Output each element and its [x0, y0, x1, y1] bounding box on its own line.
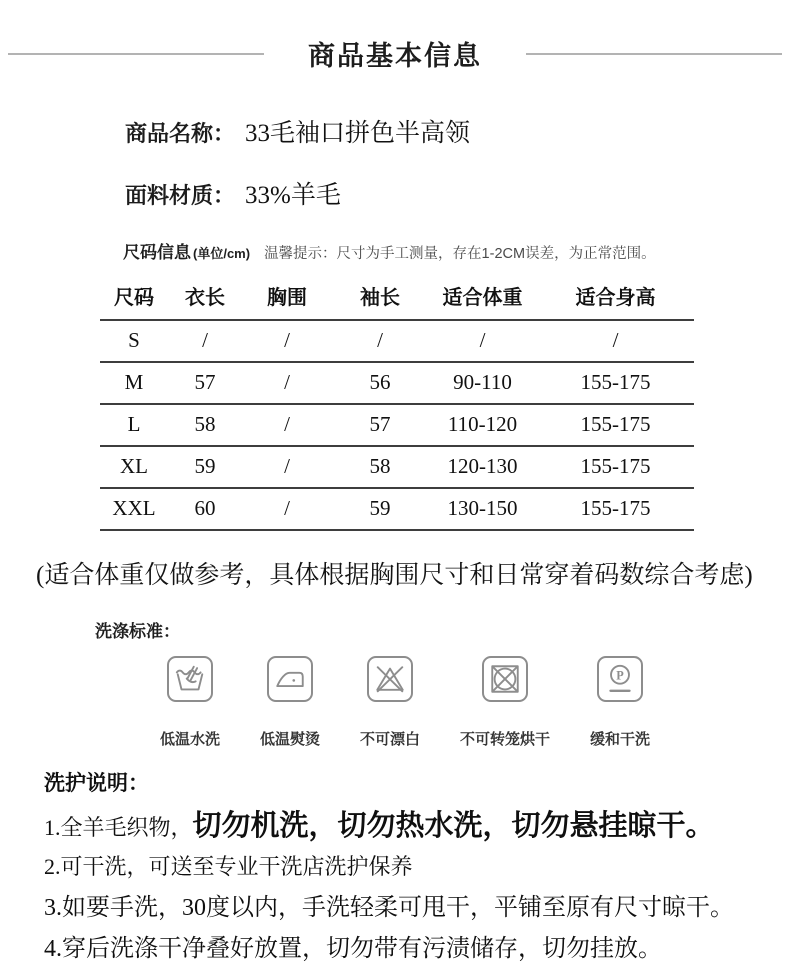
table-cell: / [168, 320, 242, 362]
no-bleach-icon [367, 656, 413, 702]
care-line-2: 2.可干洗，可送至专业干洗店洗护保养 [44, 854, 413, 879]
table-cell: 58 [332, 446, 428, 488]
care-heading: 洗护说明： [44, 771, 149, 795]
table-row [100, 446, 694, 488]
size-table-header-cell: 衣长 [168, 277, 242, 320]
size-table-header-cell: 尺码 [100, 277, 168, 320]
size-measure-tip: 温馨提示：尺寸为手工测量，存在1-2CM误差，为正常范围。 [264, 246, 656, 262]
svg-text:P: P [616, 668, 624, 683]
size-table-header-cell: 适合身高 [537, 277, 694, 320]
table-cell: / [242, 320, 332, 362]
iron-low-temp-icon [267, 656, 313, 702]
table-cell: M [100, 362, 168, 404]
product-name-row [125, 113, 790, 149]
table-cell: 155-175 [537, 404, 694, 446]
table-cell: 110-120 [428, 404, 537, 446]
table-cell: 155-175 [537, 362, 694, 404]
gentle-dry-clean-icon [597, 656, 643, 702]
washing-standard-label: 洗涤标准： [95, 622, 180, 641]
table-cell: 58 [168, 404, 242, 446]
size-info-row [123, 238, 790, 263]
page-title: 商品基本信息 [308, 41, 482, 71]
hand-wash-low-temp-icon [167, 656, 213, 702]
size-table-header-row [100, 277, 694, 320]
weight-reference-note: (适合体重仅做参考，具体根据胸围尺寸和日常穿着码数综合考虑) [36, 562, 753, 589]
care-line-3: 3.如要手洗，30度以内，手洗轻柔可甩干，平铺至原有尺寸晾干。 [44, 895, 734, 921]
material-label: 面料材质： [125, 183, 236, 208]
material-row [125, 175, 790, 211]
table-cell: 59 [168, 446, 242, 488]
table-cell: / [428, 320, 537, 362]
table-cell: 60 [168, 488, 242, 530]
size-info-label: 尺码信息 [123, 243, 191, 262]
table-cell: XL [100, 446, 168, 488]
size-table [100, 277, 694, 531]
size-table-header-cell: 袖长 [332, 277, 428, 320]
wash-item-label: 缓和干洗 [589, 731, 650, 748]
table-row [100, 320, 694, 362]
table-cell: XXL [100, 488, 168, 530]
table-cell: 155-175 [537, 446, 694, 488]
wash-item-label: 不可转笼烘干 [459, 731, 550, 748]
table-cell: / [242, 404, 332, 446]
table-cell: / [242, 446, 332, 488]
care-line-4: 4.穿后洗涤干净叠好放置，切勿带有污渍储存，切勿挂放。 [44, 936, 662, 962]
table-row [100, 362, 694, 404]
table-cell: / [332, 320, 428, 362]
care-instructions-section [44, 767, 790, 963]
title-divider-right [526, 53, 782, 55]
table-cell: 120-130 [428, 446, 537, 488]
table-cell: / [537, 320, 694, 362]
product-name-label: 商品名称： [125, 121, 236, 146]
table-cell: 155-175 [537, 488, 694, 530]
table-cell: 59 [332, 488, 428, 530]
wash-item-label: 低温水洗 [160, 731, 221, 748]
material-value: 33%羊毛 [245, 182, 341, 209]
wash-item [360, 656, 420, 749]
table-cell: 57 [332, 404, 428, 446]
wash-item [460, 656, 550, 749]
table-cell: S [100, 320, 168, 362]
wash-item [590, 656, 650, 749]
wash-item [260, 656, 320, 749]
table-cell: L [100, 404, 168, 446]
size-unit-label: (单位/cm) [193, 246, 251, 261]
title-divider-left [8, 53, 264, 55]
care-line-1 [44, 803, 790, 844]
table-cell: 56 [332, 362, 428, 404]
size-table-header-cell: 适合体重 [428, 277, 537, 320]
table-cell: / [242, 362, 332, 404]
table-row [100, 404, 694, 446]
care-line-1-emphasis: 切勿机洗，切勿热水洗，切勿悬挂晾干。 [192, 810, 715, 842]
wash-item-label: 不可漂白 [359, 731, 420, 748]
care-line-1-prefix: 1.全羊毛织物， [44, 815, 193, 840]
table-cell: 130-150 [428, 488, 537, 530]
table-cell: 90-110 [428, 362, 537, 404]
wash-item [160, 656, 220, 749]
table-row [100, 488, 694, 530]
no-tumble-dry-icon [482, 656, 528, 702]
washing-icons-row [160, 656, 650, 749]
table-cell: 57 [168, 362, 242, 404]
section-header [0, 0, 790, 73]
product-name-value: 33毛袖口拼色半高领 [245, 120, 471, 147]
wash-item-label: 低温熨烫 [259, 731, 320, 748]
size-table-header-cell: 胸围 [242, 277, 332, 320]
table-cell: / [242, 488, 332, 530]
